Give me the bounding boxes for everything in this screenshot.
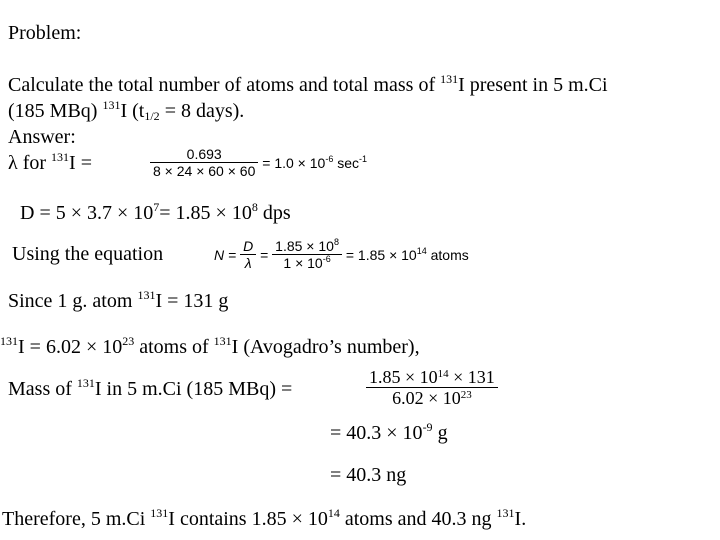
halflife-value: = 8 days).	[164, 100, 245, 122]
result-grams-text: = 40.3 × 10	[330, 422, 423, 444]
isotope-superscript: 131	[51, 150, 70, 164]
isotope-superscript: 131	[137, 288, 156, 302]
result-grams-unit: g	[432, 422, 448, 444]
atoms-unit: atoms	[430, 246, 469, 263]
isotope-superscript: 131	[76, 376, 95, 390]
isotope-superscript: 131	[213, 334, 232, 348]
conclusion-text-b: I contains 1.85 × 10	[168, 508, 328, 530]
mass-text-a: Mass of	[8, 378, 72, 400]
atoms-equation	[214, 238, 469, 271]
atoms-num-text: 1.85 × 10	[275, 238, 334, 254]
avogadro-line	[0, 336, 420, 360]
atoms-result-exp: 14	[416, 245, 427, 256]
lambda-unit-exp: -1	[359, 153, 368, 164]
problem-text-2: I present in 5 m.Ci	[458, 74, 608, 96]
atoms-den-text: 1 × 10	[283, 255, 323, 271]
atoms-num-exp: 8	[333, 237, 339, 247]
atoms-den-exp: -6	[322, 254, 331, 264]
activity-text: (185 MBq)	[8, 100, 98, 122]
answer-label: Answer:	[8, 126, 76, 148]
d-over-lambda-fraction	[240, 238, 256, 271]
atoms-result-text: = 1.85 × 10	[345, 246, 417, 263]
mass-num-text: 1.85 × 10	[369, 367, 438, 387]
problem-text-1: Calculate the total number of atoms and total mass of	[8, 74, 436, 96]
lambda-eq-text: I =	[69, 152, 92, 174]
fraction-d: D	[240, 238, 256, 255]
avogadro-exp: 23	[122, 334, 135, 348]
mass-text-b: I in 5 m.Ci (185 MBq) =	[94, 378, 293, 400]
gram-atom-text-a: Since 1 g. atom	[8, 290, 133, 312]
gram-atom-line	[8, 290, 228, 314]
avogadro-text-a: I = 6.02 × 10	[18, 336, 123, 358]
fraction-lambda: λ	[244, 255, 252, 271]
result-grams-exp: -9	[422, 420, 433, 434]
decay-text-a: D = 5 × 3.7 × 10	[20, 202, 154, 224]
lambda-result	[262, 155, 367, 171]
atoms-fraction-numerator	[272, 238, 342, 255]
decay-exp-a: 7	[153, 200, 160, 214]
isotope-superscript: 131	[440, 72, 459, 86]
lambda-numerator: 0.693	[150, 146, 258, 163]
conclusion-text-c: atoms and 40.3 ng	[339, 508, 492, 530]
equation-label: Using the equation	[12, 243, 164, 265]
mass-den-exp: 23	[460, 389, 472, 401]
mass-equation	[366, 367, 498, 408]
mass-fraction	[366, 367, 498, 408]
mass-num-exp: 14	[437, 368, 449, 380]
isotope-superscript: 131	[496, 506, 515, 520]
decay-exp-b: 8	[251, 200, 258, 214]
mass-denominator	[366, 388, 498, 408]
isotope-superscript: 131	[0, 334, 18, 348]
lambda-denominator: 8 × 24 × 60 × 60	[153, 163, 256, 179]
avogadro-text-b: atoms of	[134, 336, 209, 358]
atoms-lhs: N =	[214, 246, 237, 263]
isotope-superscript: 131	[102, 98, 121, 112]
conclusion-exp: 14	[327, 506, 340, 520]
problem-line-2	[8, 100, 244, 124]
problem-line-1	[8, 74, 608, 98]
avogadro-text-c: I (Avogadro’s number),	[231, 336, 420, 358]
atoms-result	[346, 247, 469, 263]
conclusion-text-d: I.	[514, 508, 527, 530]
atoms-eq-sign: =	[260, 246, 269, 263]
problem-heading: Problem:	[8, 22, 82, 44]
atoms-fraction-denominator	[272, 255, 342, 271]
mass-den-text: 6.02 × 10	[392, 388, 461, 408]
mass-num-rest: × 131	[448, 367, 495, 387]
decay-text-b: = 1.85 × 10	[159, 202, 252, 224]
isotope-superscript: 131	[150, 506, 169, 520]
lambda-fraction	[150, 146, 258, 179]
lambda-result-exp: -6	[325, 153, 334, 164]
lambda-unit: sec	[337, 154, 360, 171]
lambda-text: λ for	[8, 152, 47, 174]
halflife-subscript: 1/2	[144, 109, 160, 123]
decay-rate-line	[20, 202, 291, 224]
lambda-equation	[150, 146, 367, 179]
conclusion-text-a: Therefore, 5 m.Ci	[2, 508, 146, 530]
mass-line	[8, 378, 292, 402]
gram-atom-text-b: I = 131 g	[155, 290, 229, 312]
halflife-text: I (t	[120, 100, 145, 122]
atoms-value-fraction	[272, 238, 342, 271]
mass-numerator	[366, 367, 498, 388]
decay-text-c: dps	[257, 202, 291, 224]
result-grams	[330, 422, 448, 444]
lambda-label	[8, 152, 92, 176]
result-nanograms: = 40.3 ng	[330, 464, 407, 486]
conclusion-line	[2, 508, 526, 532]
lambda-result-text: = 1.0 × 10	[262, 154, 326, 171]
